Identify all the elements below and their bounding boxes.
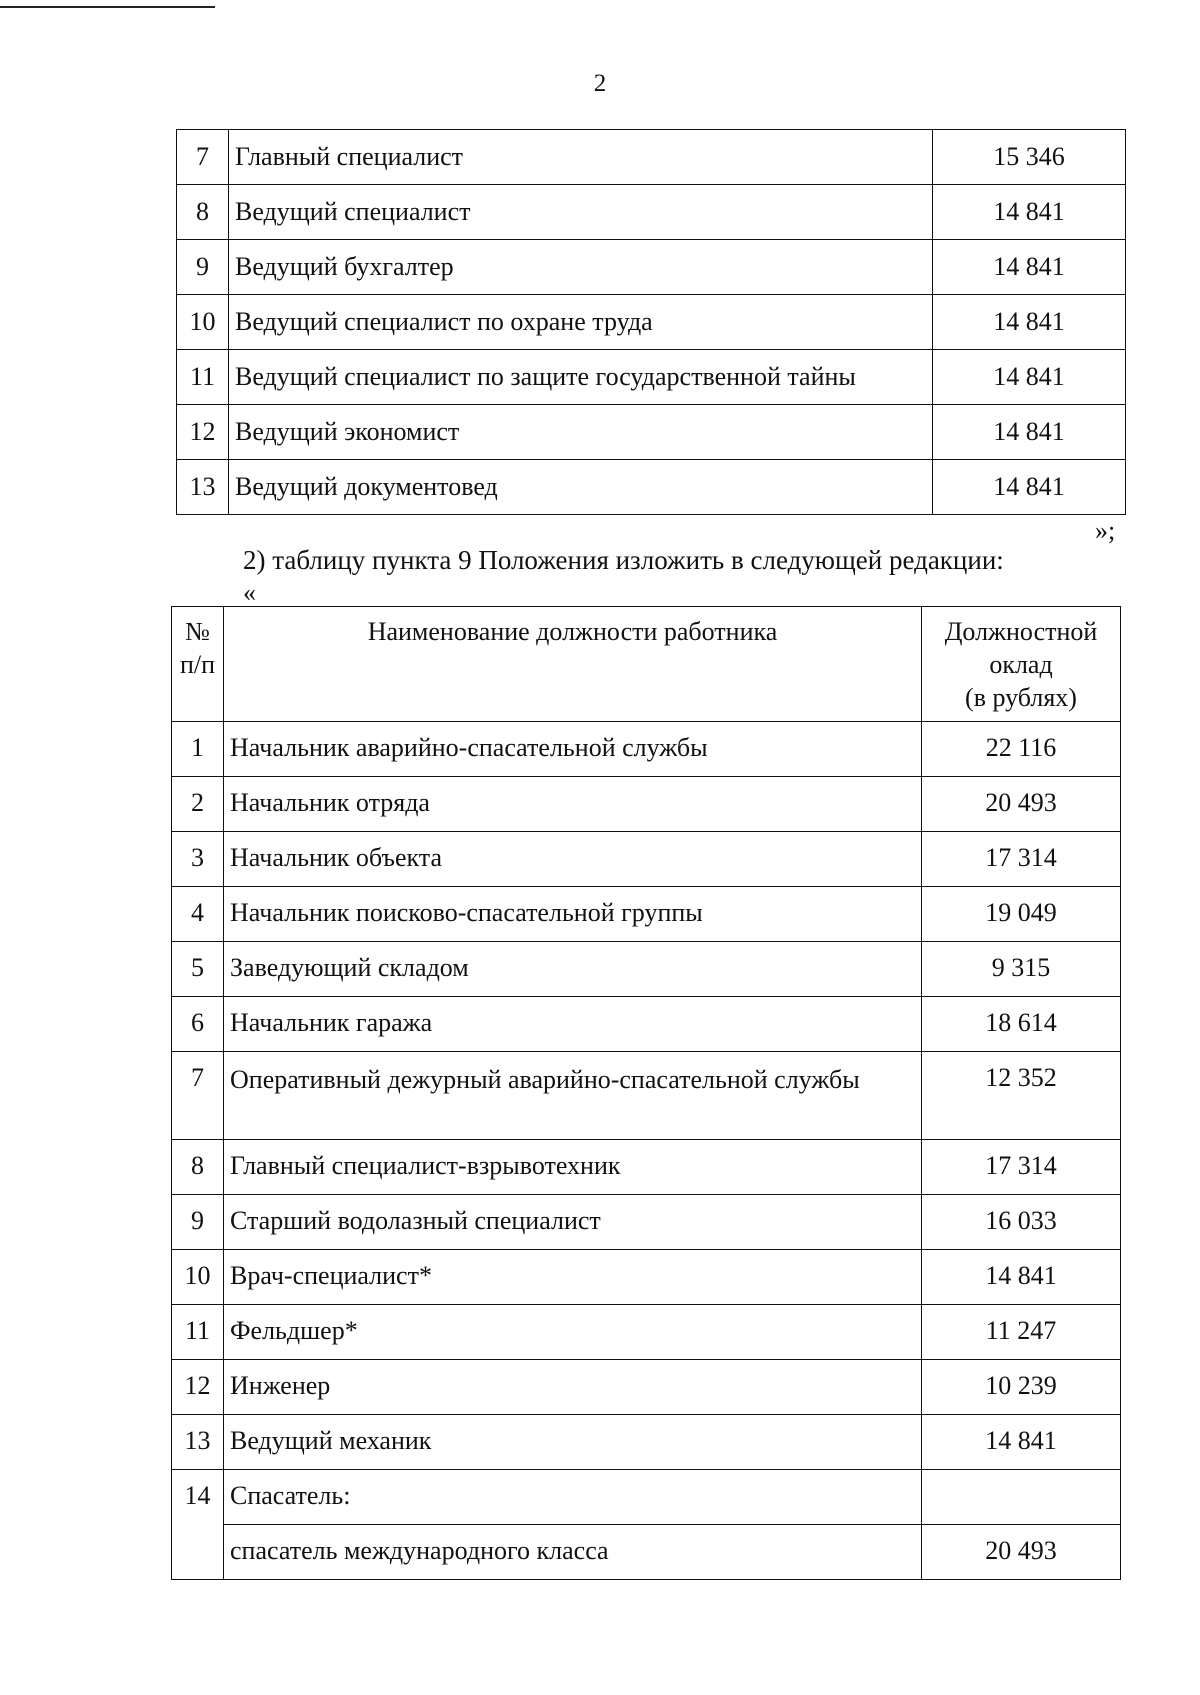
- position-name: Начальник поисково-спасательной группы: [224, 887, 922, 942]
- table-row: [172, 1305, 1121, 1360]
- salary-value: 12 352: [922, 1052, 1121, 1140]
- salary-value: 14 841: [922, 1415, 1121, 1470]
- row-number: 14: [172, 1470, 224, 1580]
- table-row: [172, 722, 1121, 777]
- position-name: Ведущий механик: [224, 1415, 922, 1470]
- salary-value: 20 493: [922, 1525, 1121, 1580]
- table-row: [177, 130, 1126, 185]
- position-name: Инженер: [224, 1360, 922, 1415]
- header-salary: [922, 607, 1121, 722]
- salary-value: 17 314: [922, 1140, 1121, 1195]
- position-name: Фельдшер*: [224, 1305, 922, 1360]
- salary-table: [171, 606, 1121, 1580]
- header-salary-line: оклад: [989, 650, 1053, 679]
- position-name: Начальник объекта: [224, 832, 922, 887]
- salary-table-continued: [176, 129, 1126, 515]
- row-number: 11: [177, 350, 229, 405]
- row-number: 12: [177, 405, 229, 460]
- salary-value: 14 841: [922, 1250, 1121, 1305]
- salary-value: 10 239: [922, 1360, 1121, 1415]
- salary-value: 9 315: [922, 942, 1121, 997]
- position-name: Главный специалист-взрывотехник: [224, 1140, 922, 1195]
- table-row: [177, 350, 1126, 405]
- row-number: 5: [172, 942, 224, 997]
- table-row: [172, 1470, 1121, 1525]
- position-name: Врач-специалист*: [224, 1250, 922, 1305]
- header-salary-line: Должностной: [944, 617, 1098, 646]
- row-number: 13: [172, 1415, 224, 1470]
- table-row: [177, 405, 1126, 460]
- position-name: Начальник отряда: [224, 777, 922, 832]
- row-number: 3: [172, 832, 224, 887]
- table-row: [172, 887, 1121, 942]
- table-row: [177, 240, 1126, 295]
- position-name: Ведущий специалист по охране труда: [229, 295, 933, 350]
- table-row: [177, 185, 1126, 240]
- row-number: 7: [177, 130, 229, 185]
- table-header-row: [172, 607, 1121, 722]
- table-row: [172, 1250, 1121, 1305]
- salary-value: 14 841: [933, 295, 1126, 350]
- row-number: 10: [172, 1250, 224, 1305]
- position-name: Ведущий специалист: [229, 185, 933, 240]
- header-number-abbr: п/п: [179, 650, 216, 679]
- table-row: [172, 1195, 1121, 1250]
- row-number: 8: [177, 185, 229, 240]
- header-salary-line: (в рублях): [965, 683, 1077, 712]
- position-name: Ведущий экономист: [229, 405, 933, 460]
- position-subname: спасатель международного класса: [224, 1525, 922, 1580]
- page-number: 2: [593, 70, 607, 97]
- closing-quote: »;: [1095, 516, 1116, 545]
- row-number: 10: [177, 295, 229, 350]
- row-number: 6: [172, 997, 224, 1052]
- position-name: Ведущий документовед: [229, 460, 933, 515]
- table-row: [172, 1360, 1121, 1415]
- row-number: 9: [177, 240, 229, 295]
- table-row: [172, 1415, 1121, 1470]
- opening-quote: «: [243, 578, 256, 607]
- salary-value: 22 116: [922, 722, 1121, 777]
- position-name: Ведущий бухгалтер: [229, 240, 933, 295]
- header-number-sign: №: [185, 617, 210, 646]
- table-row: [172, 997, 1121, 1052]
- row-number: 9: [172, 1195, 224, 1250]
- table-row: [172, 1052, 1121, 1140]
- row-number: 12: [172, 1360, 224, 1415]
- row-number: 7: [172, 1052, 224, 1140]
- salary-value: 11 247: [922, 1305, 1121, 1360]
- table-row: [172, 942, 1121, 997]
- salary-value: 17 314: [922, 832, 1121, 887]
- position-name: Ведущий специалист по защите государственной тайны: [229, 350, 933, 405]
- position-name: Спасатель:: [224, 1470, 922, 1525]
- row-number: 4: [172, 887, 224, 942]
- row-number: 11: [172, 1305, 224, 1360]
- table-row: [172, 832, 1121, 887]
- table-row: [172, 777, 1121, 832]
- salary-value: 16 033: [922, 1195, 1121, 1250]
- salary-value: 20 493: [922, 777, 1121, 832]
- salary-value: 18 614: [922, 997, 1121, 1052]
- position-name: Заведующий складом: [224, 942, 922, 997]
- row-number: 2: [172, 777, 224, 832]
- salary-value: 14 841: [933, 460, 1126, 515]
- header-number: [172, 607, 224, 722]
- position-name: Старший водолазный специалист: [224, 1195, 922, 1250]
- instruction-paragraph: 2) таблицу пункта 9 Положения изложить в следующей редакции:: [243, 545, 1004, 575]
- salary-value: [922, 1470, 1121, 1525]
- position-name: Начальник аварийно-спасательной службы: [224, 722, 922, 777]
- position-name: Оперативный дежурный аварийно-спасательной службы: [224, 1052, 922, 1140]
- table-subrow: [172, 1525, 1121, 1580]
- table-row: [172, 1140, 1121, 1195]
- table-row: [177, 295, 1126, 350]
- salary-value: 14 841: [933, 240, 1126, 295]
- row-number: 1: [172, 722, 224, 777]
- salary-value: 19 049: [922, 887, 1121, 942]
- salary-value: 15 346: [933, 130, 1126, 185]
- salary-value: 14 841: [933, 185, 1126, 240]
- salary-value: 14 841: [933, 405, 1126, 460]
- position-name: Начальник гаража: [224, 997, 922, 1052]
- scan-artifact-line: [0, 6, 215, 8]
- row-number: 13: [177, 460, 229, 515]
- table-row: [177, 460, 1126, 515]
- salary-value: 14 841: [933, 350, 1126, 405]
- position-name: Главный специалист: [229, 130, 933, 185]
- row-number: 8: [172, 1140, 224, 1195]
- header-position: Наименование должности работника: [224, 607, 922, 722]
